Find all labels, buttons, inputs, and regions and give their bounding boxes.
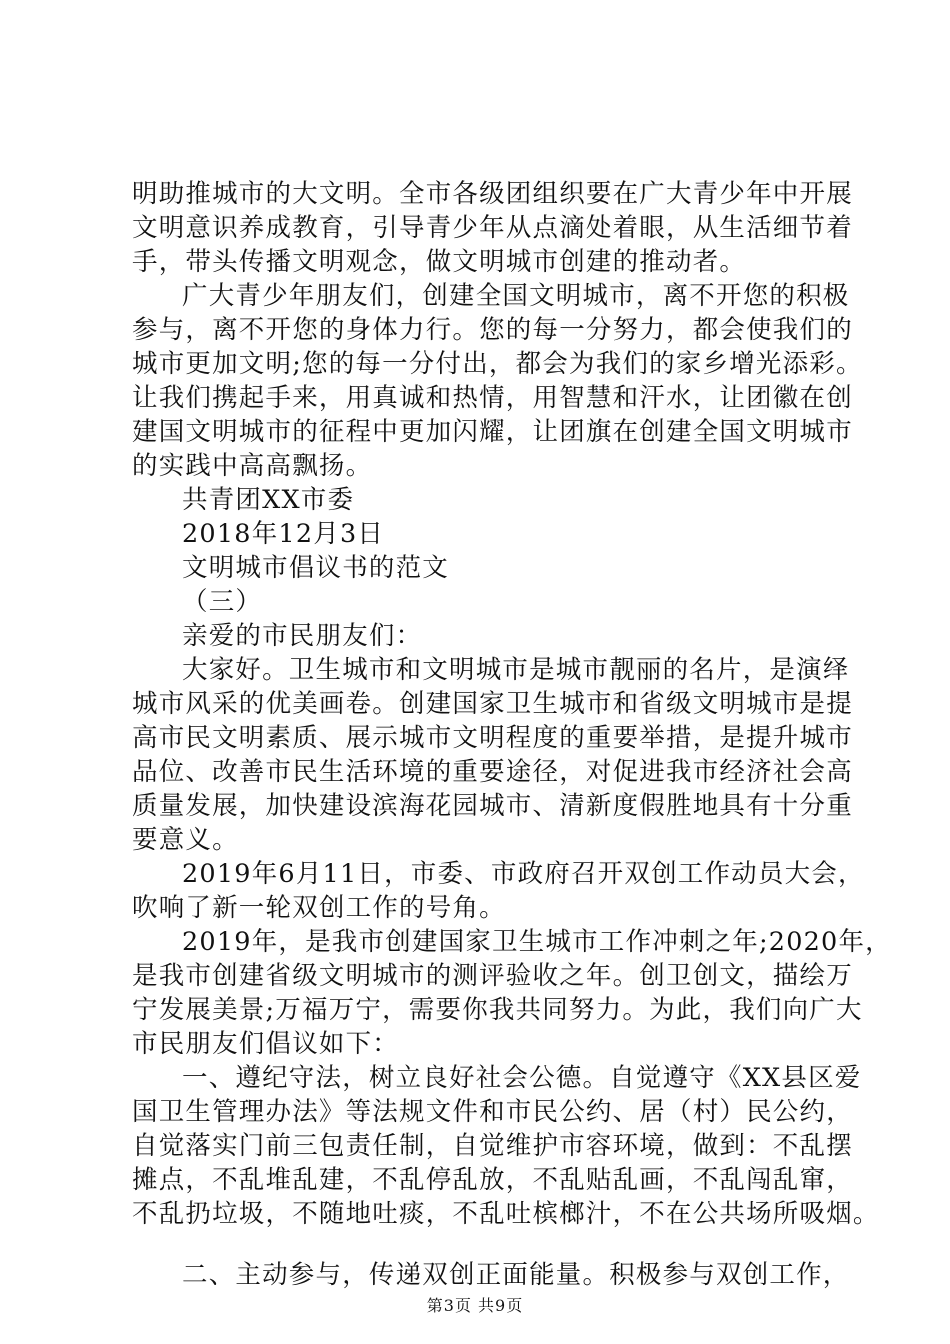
text-line: 城市风采的优美画卷。创建国家卫生城市和省级文明城市是提 bbox=[132, 689, 853, 719]
text-line: 文明意识养成教育，引导青少年从点滴处着眼，从生活细节着 bbox=[132, 213, 853, 243]
text-line: 市民朋友们倡议如下： bbox=[132, 1029, 400, 1059]
text-line: 参与，离不开您的身体力行。您的每一分努力，都会使我们的 bbox=[132, 315, 853, 345]
text-line: 城市更加文明;您的每一分付出，都会为我们的家乡增光添彩。 bbox=[132, 349, 863, 379]
signature-date: 2018年12月3日 bbox=[182, 519, 385, 549]
text-line: 广大青少年朋友们，创建全国文明城市，离不开您的积极 bbox=[182, 281, 850, 311]
salutation: 亲爱的市民朋友们： bbox=[182, 621, 423, 651]
section-title: 文明城市倡议书的范文 bbox=[182, 553, 450, 583]
text-line: 建国文明城市的征程中更加闪耀，让团旗在创建全国文明城市 bbox=[132, 417, 853, 447]
text-line: 宁发展美景;万福万宁，需要你我共同努力。为此，我们向广大 bbox=[132, 995, 863, 1025]
section-number: （三） bbox=[182, 587, 263, 617]
text-line: 2019年，是我市创建国家卫生城市工作冲刺之年;2020年， bbox=[182, 927, 892, 957]
text-line: 自觉落实门前三包责任制，自觉维护市容环境，做到：不乱摆 bbox=[132, 1131, 853, 1161]
text-line: 手，带头传播文明观念，做文明城市创建的推动者。 bbox=[132, 247, 747, 277]
text-line: 摊点，不乱堆乱建，不乱停乱放，不乱贴乱画，不乱闯乱窜， bbox=[132, 1165, 853, 1195]
text-line: 国卫生管理办法》等法规文件和市民公约、居（村）民公约， bbox=[132, 1097, 853, 1127]
text-line: 大家好。卫生城市和文明城市是城市靓丽的名片，是演绎 bbox=[182, 655, 850, 685]
text-line: 质量发展，加快建设滨海花园城市、清新度假胜地具有十分重 bbox=[132, 791, 853, 821]
text-line: 让我们携起手来，用真诚和热情，用智慧和汗水，让团徽在创 bbox=[132, 383, 853, 413]
page-number-footer: 第3页 共9页 bbox=[426, 1296, 524, 1315]
text-line: 一、遵纪守法，树立良好社会公德。自觉遵守《XX县区爱 bbox=[182, 1063, 862, 1093]
text-line: 2019年6月11日，市委、市政府召开双创工作动员大会， bbox=[182, 859, 865, 889]
text-line: 是我市创建省级文明城市的测评验收之年。创卫创文，描绘万 bbox=[132, 961, 853, 991]
text-line: 高市民文明素质、展示城市文明程度的重要举措，是提升城市 bbox=[132, 723, 853, 753]
text-line: 明助推城市的大文明。全市各级团组织要在广大青少年中开展 bbox=[132, 179, 853, 209]
signature-org: 共青团XX市委 bbox=[182, 485, 355, 515]
text-line: 的实践中高高飘扬。 bbox=[132, 451, 373, 481]
text-line: 要意义。 bbox=[132, 825, 239, 855]
text-line: 不乱扔垃圾，不随地吐痰，不乱吐槟榔汁，不在公共场所吸烟。 bbox=[132, 1199, 880, 1229]
text-line: 二、主动参与，传递双创正面能量。积极参与双创工作， bbox=[182, 1260, 850, 1290]
text-line: 品位、改善市民生活环境的重要途径，对促进我市经济社会高 bbox=[132, 757, 853, 787]
text-line: 吹响了新一轮双创工作的号角。 bbox=[132, 893, 506, 923]
